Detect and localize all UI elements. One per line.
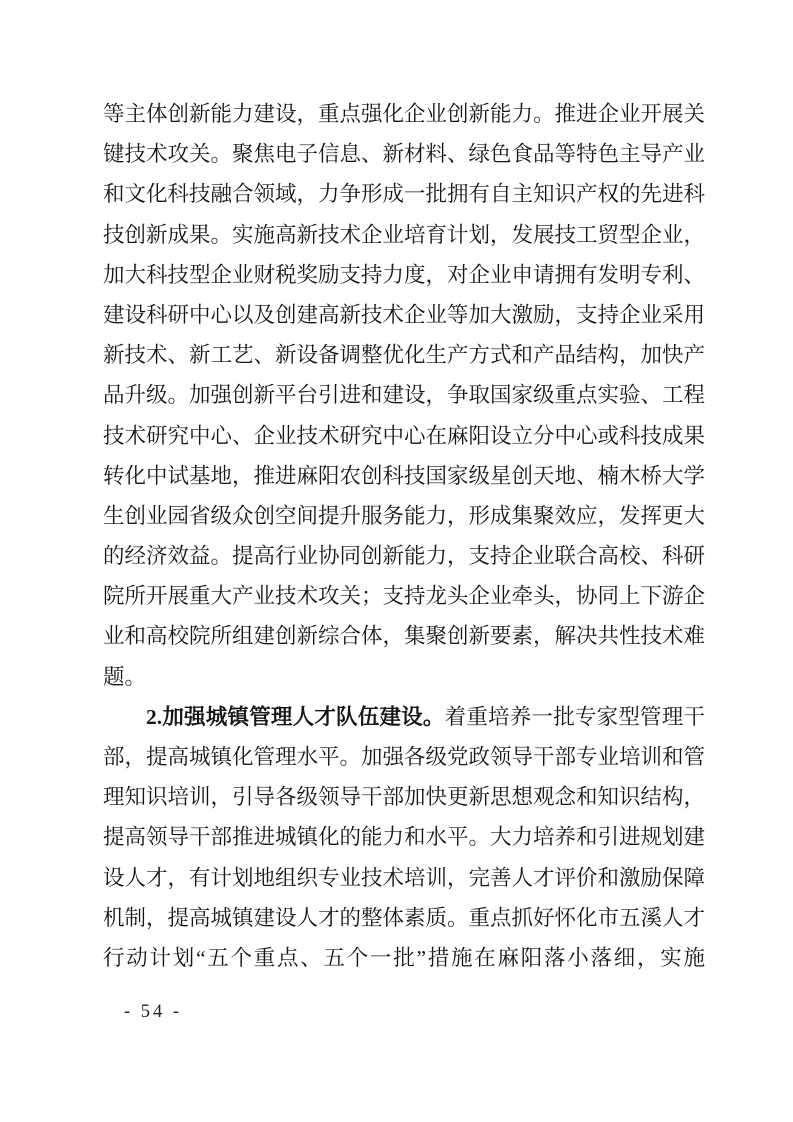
text-line: 院所开展重大产业技术攻关；支持龙头企业牵头，协同上下游企 [103, 584, 705, 609]
text-line: 技创新成果。实施高新技术企业培育计划，发展技工贸型企业， [103, 222, 705, 247]
text-line: 机制，提高城镇建设人才的整体素质。重点抓好怀化市五溪人才 [103, 905, 705, 930]
text-line: 生创业园省级众创空间提升服务能力，形成集聚效应，发挥更大 [103, 503, 705, 528]
text-line: 技术研究中心、企业技术研究中心在麻阳设立分中心或科技成果 [103, 423, 705, 448]
page-number: - 54 - [124, 1002, 183, 1022]
text-line-item-2-start [103, 697, 705, 737]
text-line: 键技术攻关。聚焦电子信息、新材料、绿色食品等特色主导产业 [103, 142, 705, 167]
item-2-heading: 2.加强城镇管理人才队伍建设。 [146, 704, 445, 729]
text-line: 理知识培训，引导各级领导干部加快更新思想观念和知识结构， [103, 785, 705, 810]
text-line: 部，提高城镇化管理水平。加强各级党政领导干部专业培训和管 [103, 745, 705, 769]
text-line: 业和高校院所组建创新综合体，集聚创新要素，解决共性技术难 [103, 624, 705, 649]
text-line: 和文化科技融合领域，力争形成一批拥有自主知识产权的先进科 [103, 182, 705, 207]
text-line: 加大科技型企业财税奖励支持力度，对企业申请拥有发明专利、 [103, 262, 705, 287]
text-line: 等主体创新能力建设，重点强化企业创新能力。推进企业开展关 [103, 102, 705, 126]
text-line: 建设科研中心以及创建高新技术企业等加大激励，支持企业采用 [103, 302, 705, 327]
text-line: 新技术、新工艺、新设备调整优化生产方式和产品结构，加快产 [103, 343, 705, 368]
item-2-first-line-rest: 着重培养一批专家型管理干 [444, 704, 705, 729]
text-line: 转化中试基地，推进麻阳农创科技国家级星创天地、楠木桥大学 [103, 463, 705, 488]
text-line: 行动计划“五个重点、五个一批”措施在麻阳落小落细，实施 [103, 945, 705, 970]
page-body-text [103, 94, 705, 978]
text-line: 题。 [103, 664, 147, 689]
text-line: 品升级。加强创新平台引进和建设，争取国家级重点实验、工程 [103, 383, 705, 408]
text-line: 设人才，有计划地组织专业技术培训，完善人才评价和激励保障 [103, 865, 705, 890]
text-line: 的经济效益。提高行业协同创新能力，支持企业联合高校、科研 [103, 544, 705, 569]
text-line: 提高领导干部推进城镇化的能力和水平。大力培养和引进规划建 [103, 825, 705, 850]
